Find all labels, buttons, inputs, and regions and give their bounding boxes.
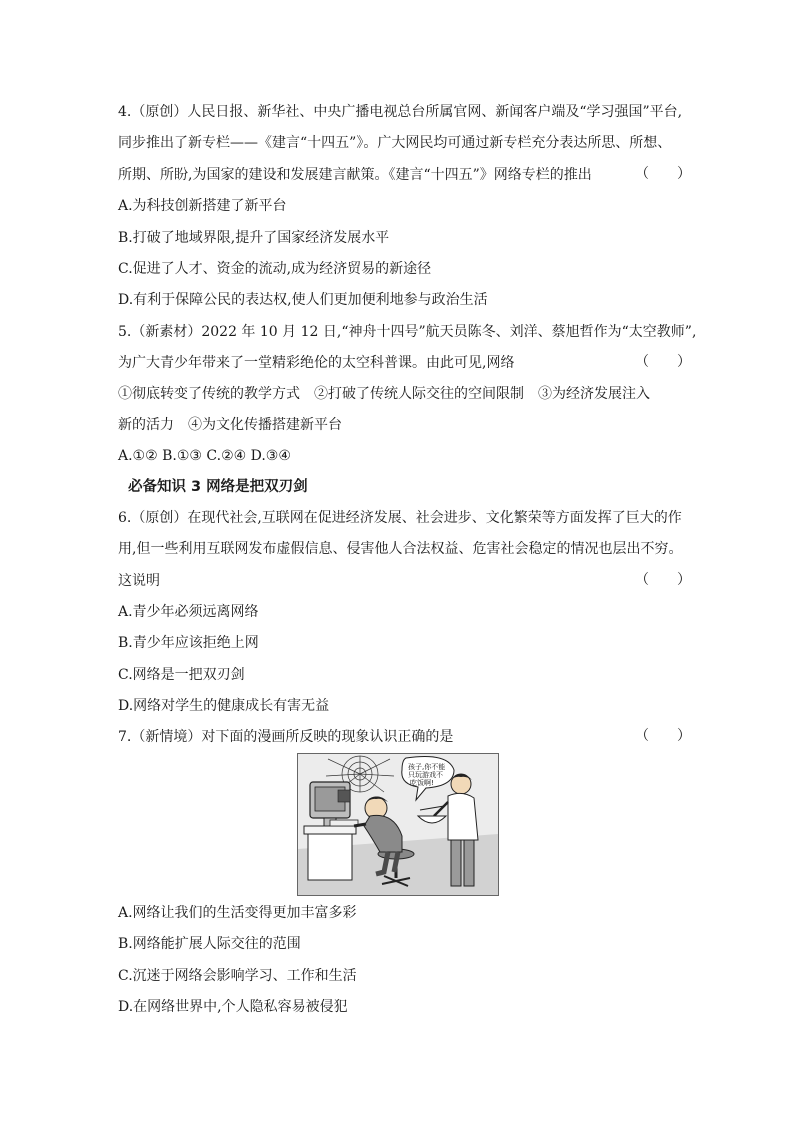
cartoon-bubble-line-1: 孩子,你不能	[408, 763, 446, 771]
q5-stem-line-2: 为广大青少年带来了一堂精彩绝伦的太空科普课。由此可见,网络	[118, 355, 515, 371]
q6-option-b: B.青少年应该拒绝上网	[118, 635, 259, 651]
section-title: 必备知识 3 网络是把双刃剑	[128, 479, 308, 495]
q6-option-c: C.网络是一把双刃剑	[118, 667, 245, 683]
q4-stem-line-1: 4.（原创）人民日报、新华社、中央广播电视总台所属官网、新闻客户端及“学习强国”平台,	[118, 104, 683, 120]
q5-stem-line-1: 5.（新素材）2022 年 10 月 12 日,“神舟十四号”航天员陈冬、刘洋、蔡旭哲作为“太空教师”,	[118, 324, 697, 340]
q5-statements-line-2: 新的活力 ④为文化传播搭建新平台	[118, 417, 342, 433]
q6-option-a: A.青少年必须远离网络	[118, 604, 259, 620]
cartoon-drawing	[298, 754, 498, 895]
q7-stem-line-1: 7.（新情境）对下面的漫画所反映的现象认识正确的是	[118, 729, 454, 745]
cartoon-bubble-line-2: 只玩游戏不	[408, 771, 443, 779]
q4-answer-bracket: （ ）	[635, 167, 691, 182]
q7-option-a: A.网络让我们的生活变得更加丰富多彩	[118, 905, 357, 921]
q5-options: A.①② B.①③ C.②④ D.③④	[118, 448, 291, 464]
q7-option-b: B.网络能扩展人际交往的范围	[118, 936, 301, 952]
q6-option-d: D.网络对学生的健康成长有害无益	[118, 698, 330, 714]
q5-answer-bracket: （ ）	[635, 355, 691, 370]
q6-stem-line-1: 6.（原创）在现代社会,互联网在促进经济发展、社会进步、文化繁荣等方面发挥了巨大的作	[118, 510, 682, 526]
q4-stem-line-3: 所期、所盼,为国家的建设和发展建言献策。《建言“十四五”》网络专栏的推出	[118, 167, 592, 183]
q7-option-d: D.在网络世界中,个人隐私容易被侵犯	[118, 999, 348, 1015]
q6-answer-bracket: （ ）	[635, 573, 691, 588]
cartoon-bubble-line-3: 吃饭啊!	[410, 779, 434, 787]
q4-option-c: C.促进了人才、资金的流动,成为经济贸易的新途径	[118, 261, 432, 277]
q7-answer-bracket: （ ）	[635, 729, 691, 744]
q6-stem-line-3: 这说明	[118, 573, 160, 589]
q5-statements-line-1: ①彻底转变了传统的教学方式 ②打破了传统人际交往的空间限制 ③为经济发展注入	[118, 386, 650, 402]
q4-option-a: A.为科技创新搭建了新平台	[118, 198, 287, 214]
q4-stem-line-2: 同步推出了新专栏——《建言“十四五”》。广大网民均可通过新专栏充分表达所思、所想、	[118, 135, 672, 151]
q4-option-d: D.有利于保障公民的表达权,使人们更加便利地参与政治生活	[118, 292, 488, 308]
cartoon-illustration	[297, 753, 499, 896]
q7-option-c: C.沉迷于网络会影响学习、工作和生活	[118, 968, 357, 984]
q4-option-b: B.打破了地域界限,提升了国家经济发展水平	[118, 230, 390, 246]
q6-stem-line-2: 用,但一些利用互联网发布虚假信息、侵害他人合法权益、危害社会稳定的情况也层出不穷。	[118, 541, 683, 557]
